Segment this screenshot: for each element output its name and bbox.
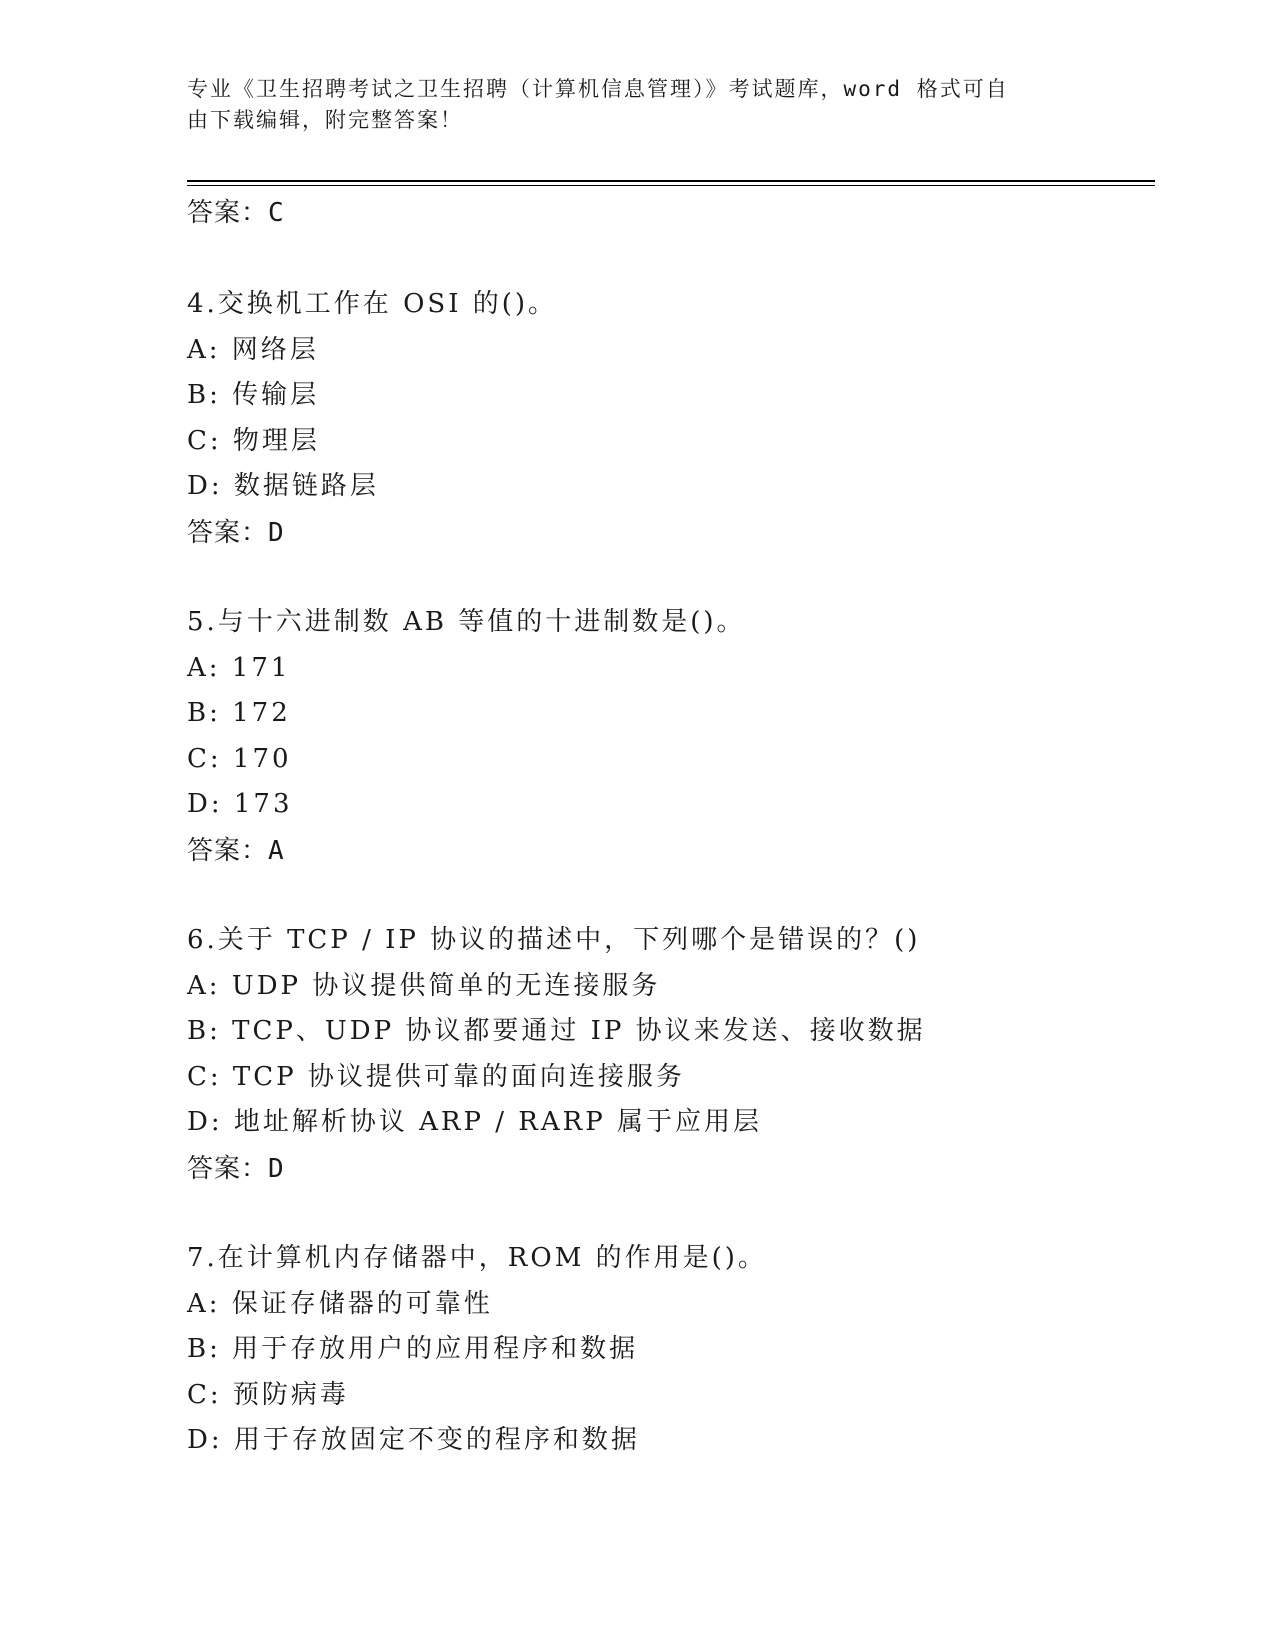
question-4 (187, 282, 1147, 556)
option-d: D: 地址解析协议 ARP / RARP 属于应用层 (187, 1107, 762, 1138)
option-c: C: TCP 协议提供可靠的面向连接服务 (187, 1061, 685, 1092)
option-a: A: 网络层 (187, 334, 319, 365)
answer-q3: 答案：C (187, 198, 285, 228)
option-c: C: 物理层 (187, 425, 320, 456)
question-stem: 5.与十六进制数 AB 等值的十进制数是()。 (187, 606, 746, 637)
answer: 答案：D (187, 1153, 285, 1184)
option-d: D: 数据链路层 (187, 471, 379, 502)
document-header-note (187, 74, 1067, 136)
header-divider-thick (187, 180, 1155, 182)
header-note-line-1: 专业《卫生招聘考试之卫生招聘（计算机信息管理）》考试题库，word 格式可自 (187, 77, 1009, 101)
header-note-line-2: 由下载编辑，附完整答案！ (187, 108, 463, 132)
option-b: B: 172 (187, 698, 291, 729)
option-a: A: 171 (187, 652, 291, 683)
question-7 (187, 1236, 1147, 1464)
option-d: D: 173 (187, 789, 293, 820)
option-b: B: 传输层 (187, 380, 320, 411)
question-list (187, 190, 1147, 1508)
question-stem: 4.交换机工作在 OSI 的()。 (187, 289, 558, 319)
question-6 (187, 918, 1147, 1192)
question-5 (187, 600, 1147, 874)
option-b: B: 用于存放用户的应用程序和数据 (187, 1334, 639, 1365)
option-b: B: TCP、UDP 协议都要通过 IP 协议来发送、接收数据 (187, 1016, 926, 1047)
question-stem: 6.关于 TCP / IP 协议的描述中，下列哪个是错误的？() (187, 924, 921, 955)
option-c: C: 170 (187, 743, 292, 774)
answer: 答案：A (187, 835, 285, 866)
option-a: A: 保证存储器的可靠性 (187, 1288, 493, 1319)
answer: 答案：D (187, 517, 285, 548)
option-c: C: 预防病毒 (187, 1379, 349, 1410)
option-d: D: 用于存放固定不变的程序和数据 (187, 1425, 640, 1456)
option-a: A: UDP 协议提供简单的无连接服务 (187, 970, 661, 1001)
question-stem: 7.在计算机内存储器中，ROM 的作用是()。 (187, 1242, 767, 1273)
header-divider-thin (187, 185, 1155, 186)
